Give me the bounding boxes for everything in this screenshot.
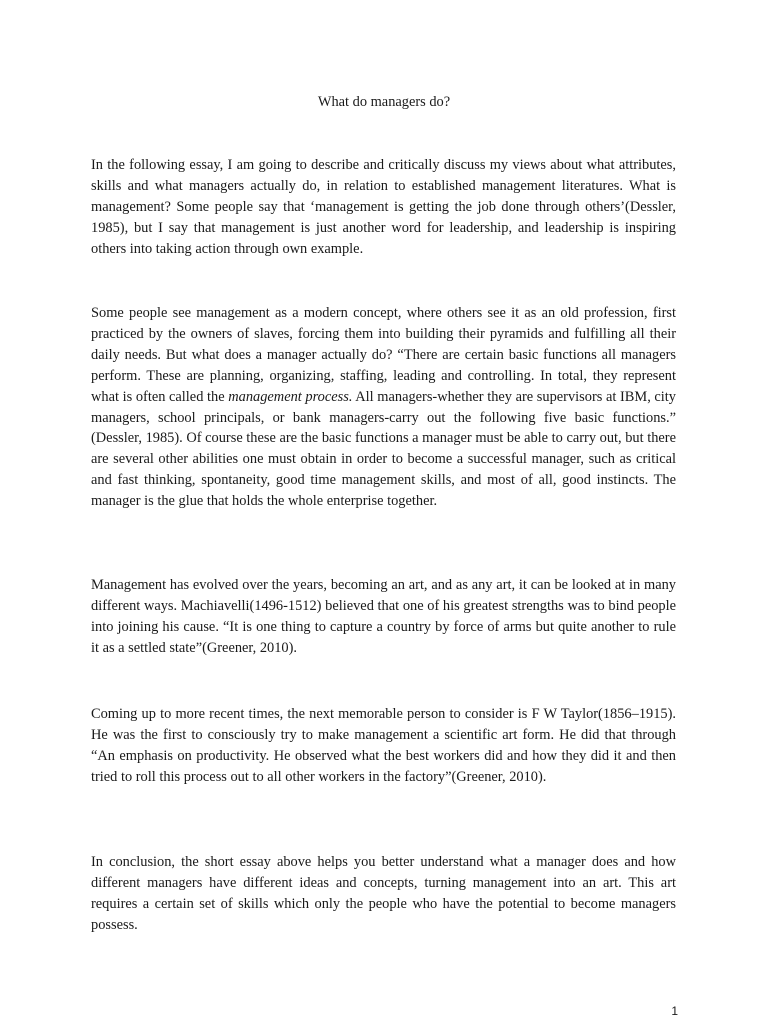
paragraph-text-after-emphasis: All managers-whether they are supervisors at IBM, city managers, school principals, or bank managers-carry out the following five basic functions.” (Dessler, 1985). Of course these are the basic functions a manager must be able to carry out, but there are several other abilities one must obtain in order to become a successful manager, such as critical and fast thinking, spontaneity, good time management skills, and most of all, good instincts. The manager is the glue that holds the whole enterprise together. [91,388,677,510]
emphasis-management-process: management process. [228,388,353,405]
paragraph-management-functions [91,303,676,512]
paragraph-taylor: Coming up to more recent times, the next memorable person to consider is F W Taylor(1856–1915). He was the first to consciously try to make management a scientific art form. He did that through “An emphasis on productivity. He observed what the best workers did and how they did it and then tried to roll this process out to all other workers in the factory”(Greener, 2010). [91,706,676,785]
paragraph-text-before-emphasis: Some people see management as a modern concept, where others see it as an old profession, first practiced by the owners of slaves, forcing them into building their pyramids and fulfilling all their daily needs. But what does a manager actually do? “There are certain basic functions all managers perform. These are planning, organizing, staffing, leading and controlling. In total, they represent what is often called the [91,305,676,405]
paragraph-introduction: In the following essay, I am going to describe and critically discuss my views about what attributes, skills and what managers actually do, in relation to established management literatures. What is management? Some people say that ‘management is getting the job done through others’(Dessler, 1985), but I say that management is just another word for leadership, and leadership is inspiring others into taking action through own example. [91,157,676,257]
paragraph-machiavelli: Management has evolved over the years, becoming an art, and as any art, it can be looked at in many different ways. Machiavelli(1496-1512) believed that one of his greatest strengths was to bind people into joining his cause. “It is one thing to capture a country by force of arms but quite another to rule it as a settled state”(Greener, 2010). [91,577,676,656]
page-number: 1 [671,1004,678,1018]
document-title: What do managers do? [317,94,451,110]
paragraph-conclusion: In conclusion, the short essay above helps you better understand what a manager does and how different managers have different ideas and concepts, turning management into an art. This art requires a certain set of skills which only the people who have the potential to become managers possess. [91,854,676,933]
